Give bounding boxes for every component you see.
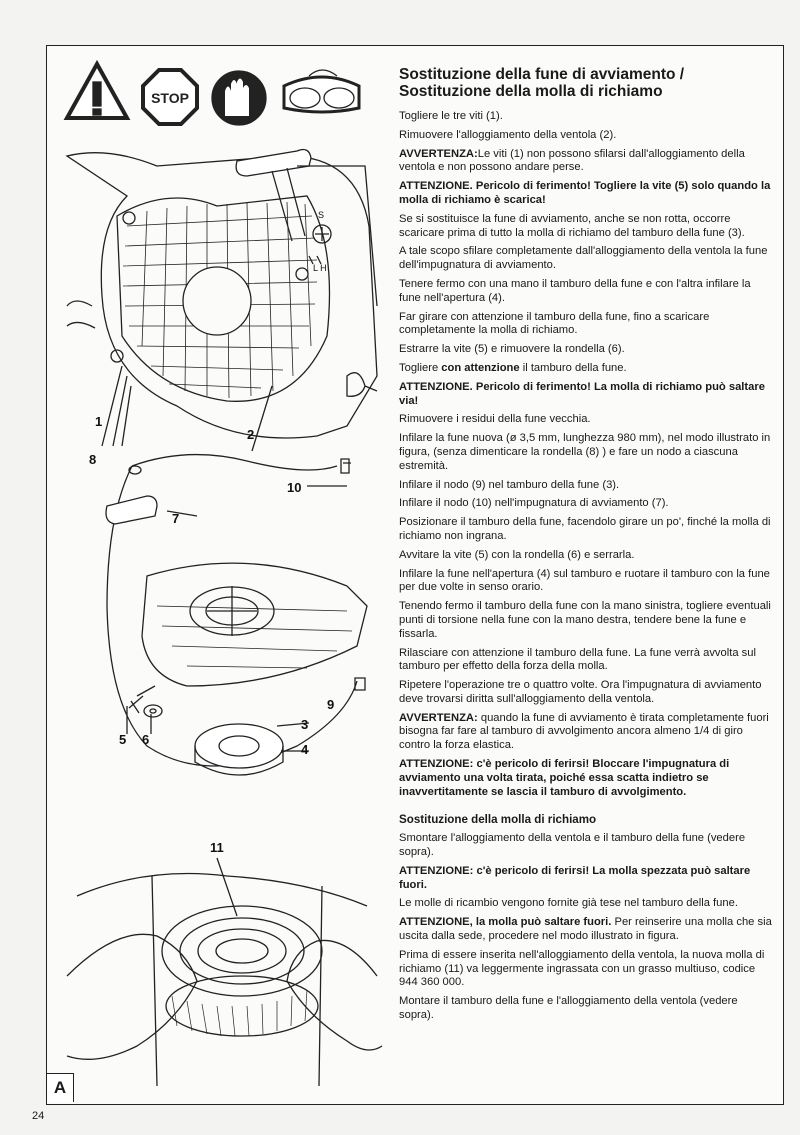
label-8: 8 — [89, 452, 97, 467]
text-b: il tamburo della fune. — [522, 361, 627, 374]
warning-label-2: AVVERTENZA: — [399, 711, 478, 724]
para-20 — [399, 712, 773, 753]
caution-4: ATTENZIONE: c'è pericolo di ferirsi! La molla spezzata può saltare fuori. — [399, 864, 751, 891]
warning-label: AVVERTENZA: — [399, 147, 478, 160]
para-4: Se si sostituisce la fune di avviamento, anche se non rotta, occorre scaricare prima di tutto la molla di richiamo del tamburo della fune (3). — [399, 212, 745, 239]
label-7: 7 — [172, 511, 180, 526]
section-tab: A — [47, 1073, 74, 1102]
title-line-2: Sostituzione della molla di richiamo — [399, 83, 663, 100]
para-1: Togliere le tre viti (1). — [399, 110, 503, 122]
label-lh: L H — [313, 263, 327, 273]
page-frame — [46, 45, 784, 1105]
caution-2: ATTENZIONE. Pericolo di ferimento! La molla di richiamo può saltare via! — [399, 380, 765, 407]
warning-text: Le viti (1) non possono sfilarsi dall'alloggiamento della ventola e non possono andare perse. — [399, 147, 745, 174]
label-3: 3 — [301, 717, 309, 732]
label-4: 4 — [301, 742, 309, 757]
label-1: 1 — [95, 414, 103, 429]
caution-5: ATTENZIONE, la molla può saltare fuori. — [399, 916, 612, 929]
para-12: Infilare il nodo (9) nel tamburo della fune (3). — [399, 478, 620, 491]
section-heading: Sostituzione della molla di richiamo — [399, 813, 597, 827]
page-number: 24 — [32, 1110, 45, 1122]
para-2: Rimuovere l'alloggiamento della ventola (2). — [399, 128, 617, 141]
warning-triangle-icon — [67, 64, 127, 118]
label-2: 2 — [247, 427, 255, 442]
para-18: Rilasciare con attenzione il tamburo della fune. La fune verrà avvolta sul tamburo per effetto della forza della molla. — [399, 646, 756, 673]
stop-sign-text: STOP — [151, 90, 189, 106]
caution-1: ATTENZIONE. Pericolo di ferimento! Togliere la vite (5) solo quando la molla di richiamo è scarica! — [399, 180, 771, 206]
para-3 — [399, 148, 773, 176]
para-25: Montare il tamburo della fune e l'alloggiamento della ventola (vedere sopra). — [399, 995, 738, 1022]
para-8: Estrarre la vite (5) e rimuovere la rondella (6). — [399, 343, 625, 356]
goggles-icon — [284, 70, 359, 112]
para-24: Prima di essere inserita nell'alloggiamento della ventola, la nuova molla di richiamo (11) va leggermente ingrassata con un grasso multiuso, codice 944 360 000. — [399, 948, 765, 989]
label-s: S — [318, 210, 325, 220]
para-6: Tenere fermo con una mano il tamburo della fune e con l'altra infilare la fune nell'apertura (4). — [399, 277, 751, 304]
page-title — [399, 66, 773, 100]
label-11: 11 — [210, 840, 224, 855]
label-5: 5 — [119, 732, 127, 747]
label-9: 9 — [327, 697, 335, 712]
instructions-column — [399, 66, 773, 1028]
para-15: Avvitare la vite (5) con la rondella (6) e serrarla. — [399, 548, 635, 561]
para-22: Le molle di ricambio vengono fornite già tese nel tamburo della fune. — [399, 897, 738, 910]
gloves-icon — [212, 71, 266, 125]
para-23 — [399, 916, 773, 944]
warning-text-2: quando la fune di avviamento è tirata completamente fuori bisogna far fare al tamburo di avvolgimento ancora almeno 1/4 di giro contro la forza elastica. — [399, 711, 769, 752]
para-5: A tale scopo sfilare completamente dall'alloggiamento della ventola la fune dell'impugnatura di avviamento. — [399, 245, 768, 272]
para-11: Infilare la fune nuova (ø 3,5 mm, lunghezza 980 mm), nel modo illustrato in figura, (senza dimenticare la rondella (8) ) e fare un nodo a ciascuna estremità. — [399, 432, 771, 472]
para-17: Tenendo fermo il tamburo della fune con la mano sinistra, togliere eventuali punti di torsione nella fune con la mano destra, tendere bene la fune e fissarla. — [399, 600, 771, 640]
title-line-1: Sostituzione della fune di avviamento / — [399, 66, 685, 83]
starter-cover-drawing — [67, 150, 377, 451]
para-19: Ripetere l'operazione tre o quattro volte. Ora l'impugnatura di avviamento deve trovarsi diritta sull'alloggiamento della ventola. — [399, 679, 762, 705]
para-13: Infilare il nodo (10) nell'impugnatura di avviamento (7). — [399, 497, 669, 510]
para-21: Smontare l'alloggiamento della ventola e il tamburo della fune (vedere sopra). — [399, 832, 746, 859]
para-7: Far girare con attenzione il tamburo della fune, fino a scaricare completamente la molla di richiamo. — [399, 310, 710, 337]
spring-replacement-drawing — [67, 858, 382, 1086]
para-14: Posizionare il tamburo della fune, facendolo girare un po', finché la molla di richiamo non ingrana. — [399, 516, 771, 542]
label-10: 10 — [287, 480, 302, 495]
para-16: Infilare la fune nell'apertura (4) sul tamburo e ruotare il tamburo con la fune per due volte in senso orario. — [399, 567, 770, 594]
text-bold: con attenzione — [441, 361, 520, 374]
caution-3: ATTENZIONE: c'è pericolo di ferirsi! Bloccare l'impugnatura di avviamento una volta tirata, poiché essa scatta indietro se inavvertitamente se lascia il tamburo di avvolgimento. — [399, 758, 730, 798]
illustrations — [47, 46, 402, 1104]
para-9 — [399, 362, 773, 376]
para-10: Rimuovere i residui della fune vecchia. — [399, 413, 591, 426]
label-6: 6 — [142, 732, 150, 747]
text-a: Togliere — [399, 361, 439, 374]
caution-5-text: Per reinserire una molla che sia uscita dalla sede, procedere nel modo illustrato in figura. — [399, 916, 772, 943]
rope-assembly-drawing — [106, 455, 367, 775]
